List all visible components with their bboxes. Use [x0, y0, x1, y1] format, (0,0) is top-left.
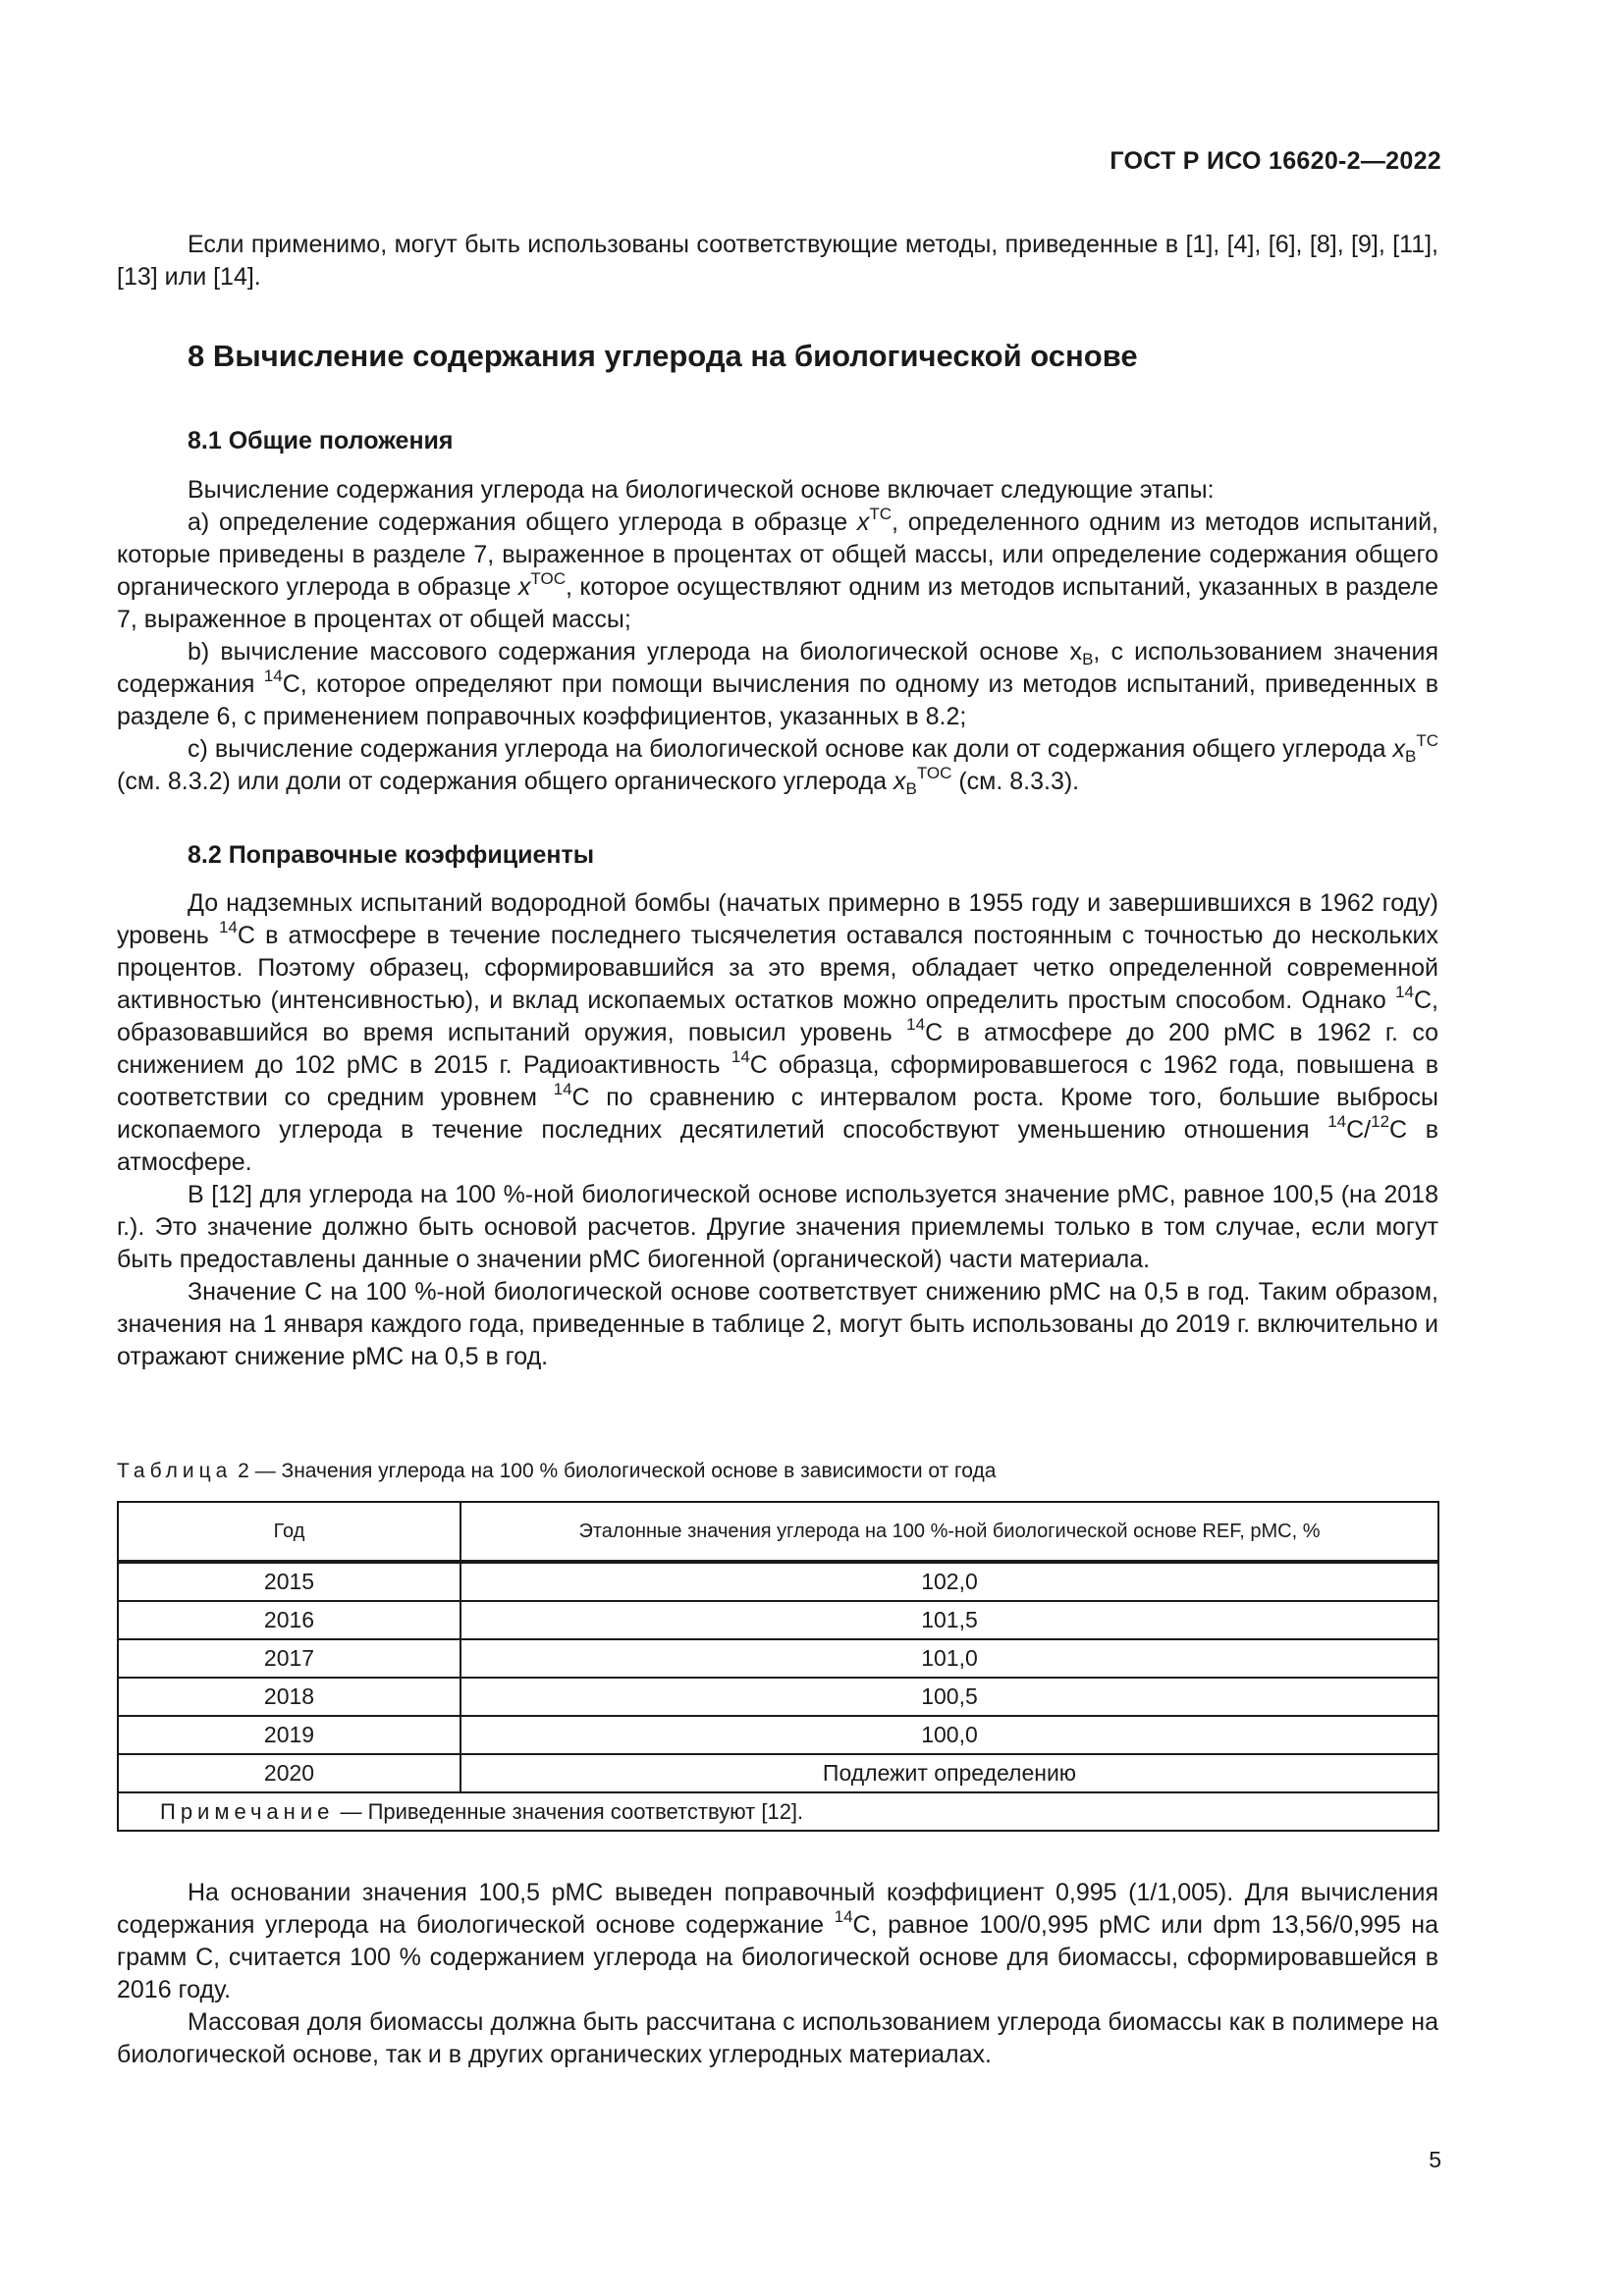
section-8-1-body: [117, 474, 1438, 798]
table-row: 2015 102,0: [118, 1562, 1438, 1601]
intro-paragraph: Если применимо, могут быть использованы соответствующие методы, приведенные в [1], [4], [6], [8], [9], [11], [13] или [14].: [117, 231, 1438, 291]
step-b: b) вычисление массового содержания углерода на биологической основе $x_B$, с использованием значения содержания $^{14}$C, которое определяют при помощи вычисления по одному из методов испытаний, приведенных в разделе 6, с применением поправочных коэффициентов, указанных в 8.2;: [117, 638, 1439, 730]
column-header-ref-value: Эталонные значения углерода на 100 %-ной биологической основе REF, pMC, %: [460, 1502, 1438, 1562]
table-row: 2016 101,5: [118, 1601, 1438, 1639]
subsection-8-2-title: 8.2 Поправочные коэффициенты: [188, 841, 595, 869]
document-id-header: ГОСТ Р ИСО 16620-2—2022: [1110, 147, 1441, 175]
section-8-title: 8 Вычисление содержания углерода на биологической основе: [188, 339, 1138, 373]
table-row: 2018 100,5: [118, 1678, 1438, 1716]
section-8-2-body: [117, 887, 1438, 1373]
table-note-row: [118, 1792, 1438, 1831]
step-a: a) определение содержания общего углерода в образце $x^{TC}$, определенного одним из методов испытаний, которые приведены в разделе 7, выраженное в процентах от общей массы, или определение содержания общего органического углерода в образце $x^{TOC}$, которое осуществляют одним из методов испытаний, указанных в разделе 7, выраженное в процентах от общей массы;: [117, 505, 1438, 633]
table-2: [117, 1501, 1439, 1832]
paragraph-pmc-reference: В [12] для углерода на 100 %-ной биологической основе используется значение pMC, равное 100,5 (на 2018 г.). Это значение должно быть основой расчетов. Другие значения приемлемы только в том случае, если могут быть предоставлены данные о значении pMC биогенной (органической) части материала.: [117, 1181, 1438, 1273]
after-table-body: [117, 1877, 1438, 2071]
paragraph-correction-factor: На основании значения 100,5 pMC выведен поправочный коэффициент 0,995 (1/1,005). Для вычисления содержания углерода на биологической основе содержание $^{14}$C, равное 100/0,995 pMC или dpm 13,56/0,995 на грамм C, считается 100 % содержанием углерода на биологической основе для биомассы, сформировавшейся в 2016 году.: [117, 1879, 1438, 2003]
subsection-8-1-title: 8.1 Общие положения: [188, 427, 454, 454]
column-header-year: Год: [118, 1502, 460, 1562]
table-2-caption: Таблица 2 — Значения углерода на 100 % биологической основе в зависимости от года: [117, 1460, 997, 1482]
table-note: Примечание — Приведенные значения соответствуют [12].: [118, 1792, 1438, 1831]
table-row: 2019 100,0: [118, 1716, 1438, 1754]
table-row: 2020 Подлежит определению: [118, 1754, 1438, 1792]
paragraph-biomass-fraction: Массовая доля биомассы должна быть рассчитана с использованием углерода биомассы как в полимере на биологической основе, так и в других органических углеродных материалах.: [117, 2008, 1438, 2068]
paragraph-pmc-decrease: Значение C на 100 %-ной биологической основе соответствует снижению pMC на 0,5 в год. Таким образом, значения на 1 января каждого года, приведенные в таблице 2, могут быть использованы до 2019 г. включительно и отражают снижение pMC на 0,5 в год.: [117, 1278, 1438, 1370]
steps-lead: Вычисление содержания углерода на биологической основе включает следующие этапы:: [188, 476, 1215, 504]
paragraph-bomb-tests: До надземных испытаний водородной бомбы (начатых примерно в 1955 году и завершившихся в 1962 году) уровень $^{14}$C в атмосфере в течение последнего тысячелетия оставался постоянным с точностью до нескольких процентов. Поэтому образец, сформировавшийся за это время, обладает четко определенной современной активностью (интенсивностью), и вклад ископаемых остатков можно определить простым способом. Однако $^{14}$C, образовавшийся во время испытаний оружия, повысил уровень $^{14}$C в атмосфере до 200 pMC в 1962 г. со снижением до 102 pMC в 2015 г. Радиоактивность $^{14}$C образца, сформировавшегося с 1962 года, повышена в соответствии со средним уровнем $^{14}$C по сравнению с интервалом роста. Кроме того, большие выбросы ископаемого углерода в течение последних десятилетий способствуют уменьшению отношения $^{14}$C/$^{12}$C в атмосфере.: [117, 889, 1439, 1176]
page-number: 5: [1429, 2147, 1441, 2172]
table-row: 2017 101,0: [118, 1639, 1438, 1678]
step-c: c) вычисление содержания углерода на биологической основе как доли от содержания общего углерода $x_B^{TC}$ (см. 8.3.2) или доли от содержания общего органического углерода $x_B^{TOC}$ (см. 8.3.3).: [117, 731, 1438, 798]
